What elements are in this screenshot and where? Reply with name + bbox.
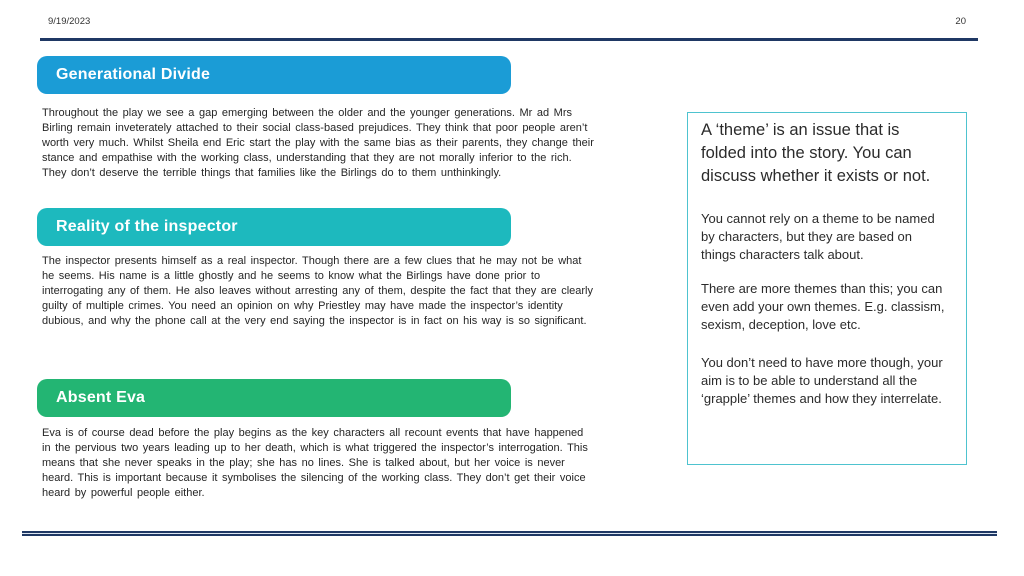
section-body-reality-of-the-inspector: The inspector presents himself as a real inspector. Though there are a few clues that he may not be what he seems. His name is a little ghostly and he seems to know what the Birlings have done prior to interrogating any of them. He also leaves without arresting any of them, despite the fact that they are clearly guilty of multiple crimes. You need an opinion on why Priestley may have made the inspector’s identity dubious, and why the phone call at the very end saying the inspector is in fact on his way is so significant.: [42, 255, 594, 327]
top-divider: [40, 38, 978, 41]
note-paragraph: You cannot rely on a theme to be named by characters, but they are based on things characters talk about.: [701, 211, 935, 262]
note-paragraph-lead: A ‘theme’ is an issue that is folded into the story. You can discuss whether it exists or not.: [701, 121, 931, 185]
section-banner-reality-of-the-inspector: [37, 208, 511, 246]
page-number: 20: [955, 16, 966, 27]
section-title: Absent Eva: [56, 389, 146, 406]
section-title: Generational Divide: [56, 66, 211, 83]
section-body-absent-eva: Eva is of course dead before the play begins as the key characters all recount events that have happened in the pervious two years leading up to her death, which is what triggered the inspector’s interrogation. This means that she never speaks in the play; she has no lines. She is talked about, but her voice is never heard. This is important because it symbolises the silencing of the working class. They don’t get their voice heard by powerful people either.: [42, 427, 588, 499]
note-paragraph: There are more themes than this; you can even add your own themes. E.g. classism, sexism, deception, love etc.: [701, 281, 945, 332]
theme-note-box: [687, 112, 967, 465]
section-banner-generational-divide: [37, 56, 511, 94]
section-banner-absent-eva: [37, 379, 511, 417]
section-title: Reality of the inspector: [56, 218, 238, 235]
bottom-divider: [22, 531, 997, 536]
note-paragraph: You don’t need to have more though, your aim is to be able to understand all the ‘grapple’ themes and how they interrelate.: [701, 355, 943, 406]
section-body-generational-divide: Throughout the play we see a gap emerging between the older and the younger generations. Mr ad Mrs Birling remain inveterately attached to their social class-based prejudices. They think that poor people aren’t worth very much. Whilst Sheila end Eric start the play with the same bias as their parents, they change their stance and empathise with the working class, understanding that they are not morally inferior to the rich. They don’t deserve the terrible things that families like the Birlings do to them unthinkingly.: [42, 107, 594, 179]
slide-date: 9/19/2023: [48, 16, 91, 27]
